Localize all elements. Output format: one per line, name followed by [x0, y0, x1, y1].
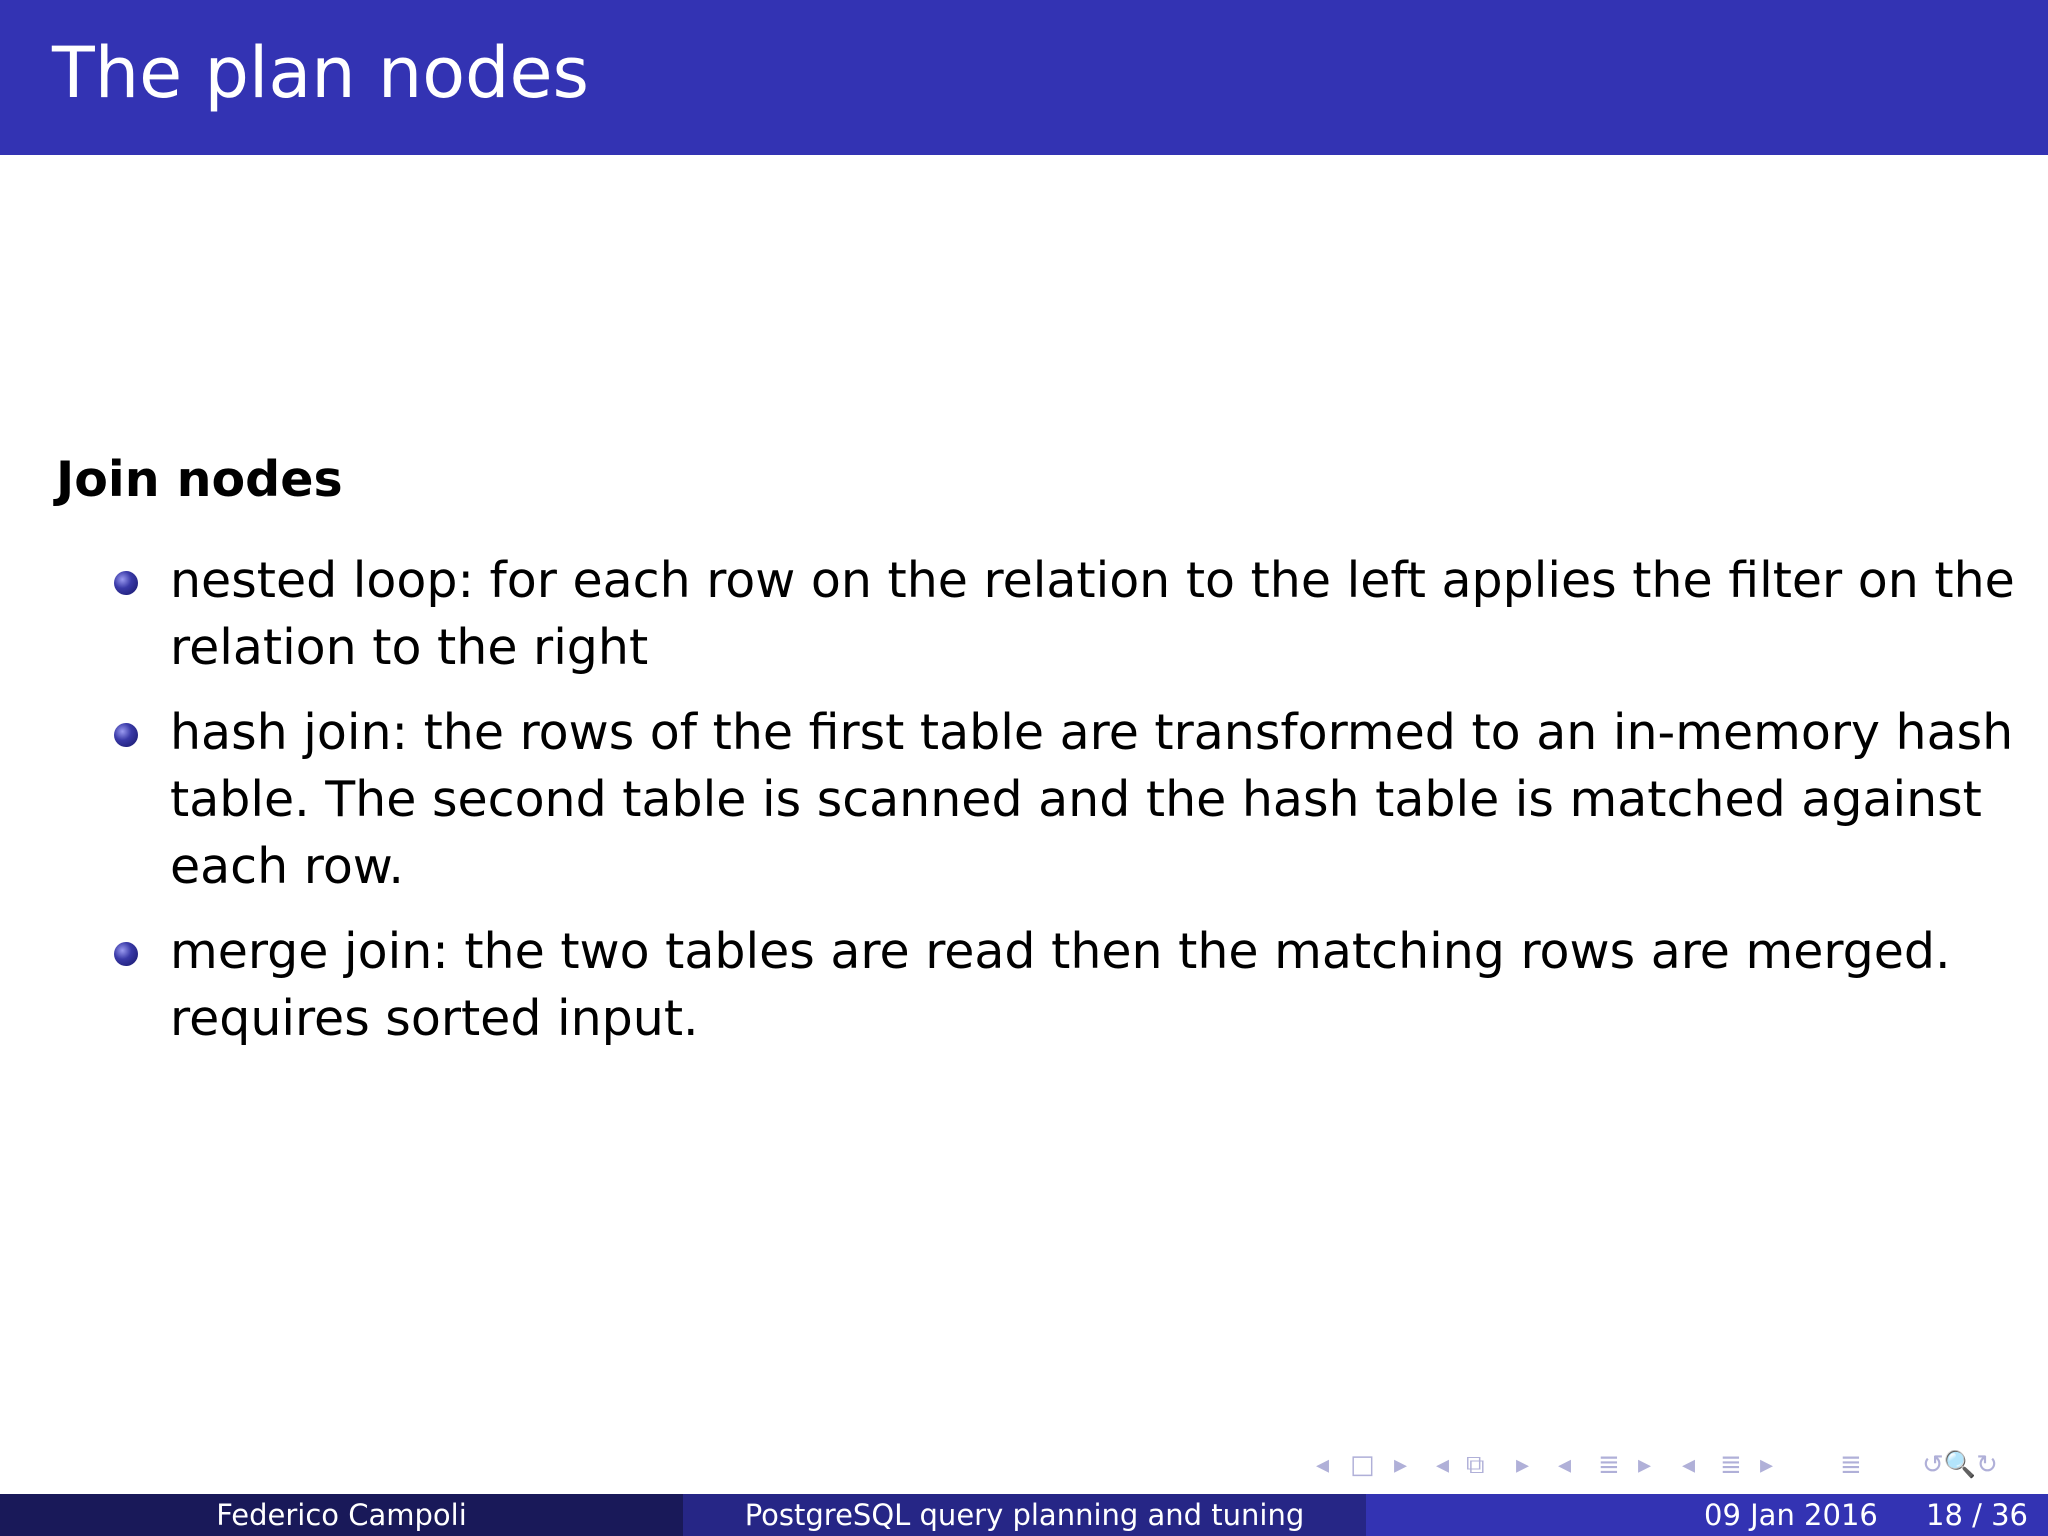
footer-talk-title: PostgreSQL query planning and tuning — [683, 1494, 1366, 1536]
nav-next-section-icon[interactable]: ▸ — [1760, 1450, 1774, 1480]
footer-author: Federico Campoli — [0, 1494, 683, 1536]
list-item-line: hash join: the rows of the first table are transformed to an in-memory hash — [170, 704, 2014, 761]
title-bar — [0, 0, 2048, 155]
nav-prev-section-icon[interactable]: ◂ — [1558, 1450, 1572, 1480]
list-item-line: table. The second table is scanned and the hash table is matched against — [170, 771, 1982, 828]
footer-right — [1366, 1494, 2048, 1536]
bullet-icon — [114, 942, 138, 966]
nav-prev-section-icon[interactable]: ◂ — [1682, 1450, 1696, 1480]
nav-subsection-icon[interactable]: ⧉ — [1466, 1450, 1485, 1480]
nav-toc-icon[interactable]: ≣ — [1840, 1450, 1862, 1480]
bullet-icon — [114, 723, 138, 747]
block-title: Join nodes — [56, 451, 343, 508]
list-item-line: nested loop: for each row on the relation to the left applies the filter on the — [170, 552, 2015, 609]
list-item-line: requires sorted input. — [170, 990, 699, 1047]
footer-date: 09 Jan 2016 — [1704, 1498, 1878, 1532]
slide-title: The plan nodes — [52, 32, 589, 114]
nav-prev-subsection-icon[interactable]: ◂ — [1436, 1450, 1450, 1480]
navigation-bar — [0, 1448, 2048, 1482]
nav-search-icon[interactable]: ↺🔍↻ — [1922, 1450, 1998, 1480]
bullet-icon — [114, 571, 138, 595]
nav-frame-icon[interactable]: □ — [1350, 1450, 1375, 1480]
nav-next-frame-icon[interactable]: ▸ — [1394, 1450, 1408, 1480]
list-item-line: each row. — [170, 838, 404, 895]
nav-prev-frame-icon[interactable]: ◂ — [1316, 1450, 1330, 1480]
footer — [0, 1494, 2048, 1536]
nav-next-section-icon[interactable]: ▸ — [1638, 1450, 1652, 1480]
nav-section-icon[interactable]: ≣ — [1720, 1450, 1742, 1480]
footer-page-number: 18 / 36 — [1926, 1498, 2029, 1532]
list-item-line: relation to the right — [170, 619, 649, 676]
list-item-line: merge join: the two tables are read then the matching rows are merged. — [170, 923, 1951, 980]
nav-next-subsection-icon[interactable]: ▸ — [1516, 1450, 1530, 1480]
nav-section-icon[interactable]: ≣ — [1598, 1450, 1620, 1480]
